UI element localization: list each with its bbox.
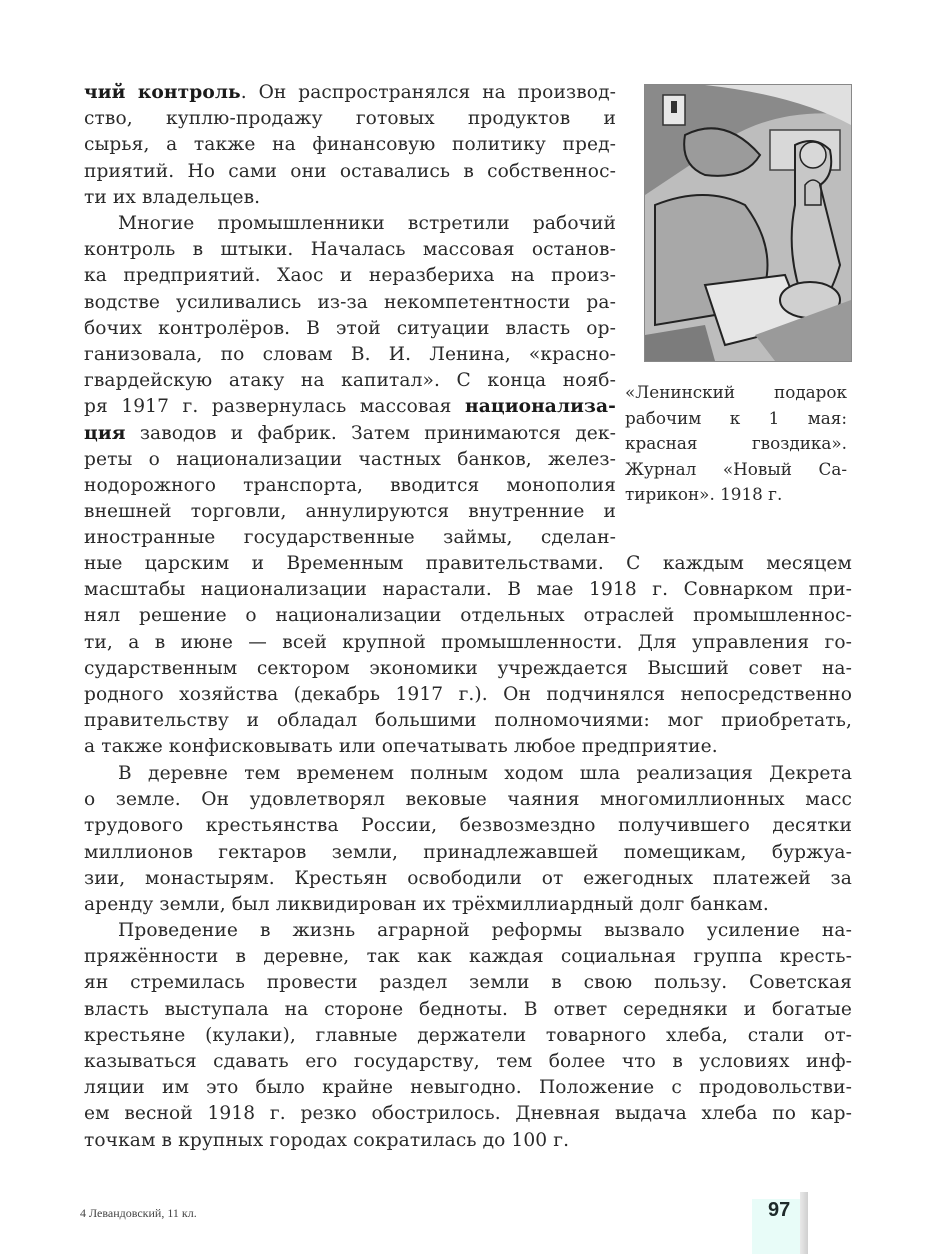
text-run: . Он распространялся на производ- [240,82,616,103]
text-line [84,1023,852,1049]
text-line [84,159,616,185]
text-line [84,132,616,158]
paragraph-nationalization-continued [84,551,852,761]
text-run: приятий. Но сами они оставались в собственнос- [84,160,616,182]
bold-term: ция [84,422,126,444]
text-line [84,342,616,368]
caption-line: «Ленинский подарок [625,382,847,402]
text-run: контроль в штыки. Началась массовая останов- [84,239,616,261]
text-run: ем весной 1918 г. резко обострилось. Дневная выдача хлеба по кар- [84,1103,852,1125]
paragraph-land-decree [84,761,852,918]
text-line [84,970,852,996]
text-line [84,918,852,944]
text-run: власть выступала на стороне бедноты. В ответ середняки и богатые [84,998,852,1020]
text-line [84,603,852,629]
text-line [84,447,616,473]
text-run: иностранные государственные займы, сделан- [84,527,616,549]
text-line [84,525,616,551]
text-run: правительству и обладал большими полномочиями: мог приобретать, [84,710,852,732]
text-run: ян стремилась провести раздел земли в свою пользу. Советская [84,972,852,994]
text-run: родного хозяйства (декабрь 1917 г.). Он подчинялся непосредственно [84,683,852,705]
caption-line: тирикон». 1918 г. [625,484,783,504]
text-run: водстве усиливались из-за некомпетентности ра- [84,291,616,313]
text-line [84,734,852,760]
text-line [84,368,616,394]
text-line [84,185,616,211]
caricature-illustration [644,84,852,362]
bold-term: национализа- [465,396,616,418]
text-run: крестьяне (кулаки), главные держатели товарного хлеба, стали от- [84,1024,852,1046]
caption-line: Журнал «Новый Са- [625,458,847,479]
text-line [84,787,852,813]
text-run: ные царским и Временным правительствами. С каждым месяцем [84,553,852,574]
text-line [84,708,852,734]
text-line [84,892,852,918]
text-line [84,577,852,603]
text-run: ство, куплю-продажу готовых продуктов и [84,108,616,130]
text-run: сударственным сектором экономики учреждается Высший совет на- [84,657,852,679]
text-line [84,630,852,656]
text-run: сырья, а также на финансовую политику пред- [84,134,616,156]
text-line [84,211,616,237]
text-run: а также конфисковывать или опечатывать любое предприятие. [84,736,718,758]
text-line [84,316,616,342]
text-line [84,1101,852,1127]
text-line [84,944,852,970]
text-run: бочих контролёров. В этой ситуации власть ор- [84,317,616,339]
text-line [84,499,616,525]
text-run: В деревне тем временем полным ходом шла реализация Декрета [118,763,852,784]
paragraph-nationalization [84,211,616,551]
text-run: нял решение о национализации отдельных отраслей промышленнос- [84,605,852,627]
text-line [84,656,852,682]
caption-line: рабочим к 1 мая: [625,407,847,428]
text-run: Проведение в жизнь аграрной реформы вызвало усиление на- [118,920,852,941]
text-line [84,106,616,132]
text-run: зии, монастырям. Крестьян освободили от ежегодных платежей за [84,867,852,889]
caricature-image-icon [645,85,851,361]
text-line [84,761,852,787]
text-line [84,682,852,708]
text-run: точкам в крупных городах сократилась до 100 г. [84,1129,570,1151]
text-run: масштабы национализации нарастали. В мае 1918 г. Совнарком при- [84,579,852,601]
text-line [84,997,852,1023]
text-run: ка предприятий. Хаос и неразбериха на произ- [84,265,616,287]
bold-term: чий контроль [84,82,241,103]
text-run: ганизовала, по словам В. И. Ленина, «красно- [84,343,616,365]
text-line [84,290,616,316]
text-line [84,80,616,106]
text-run: казываться сдавать его государству, тем более что в условиях инф- [84,1050,852,1072]
text-run: реты о национализации частных банков, желез- [84,448,616,470]
text-run: ляции им это было крайне невыгодно. Положение с продовольстви- [84,1077,852,1099]
text-line [84,840,852,866]
paragraph-agrarian-reform [84,918,852,1154]
text-run: пряжённости в деревне, так как каждая социальная группа кресть- [84,946,852,968]
text-line [84,866,852,892]
text-line [84,1049,852,1075]
text-line [84,263,616,289]
text-line [84,421,616,447]
text-run: аренду земли, был ликвидирован их трёхмиллиардный долг банкам. [84,893,769,915]
text-run: гвардейскую атаку на капитал». С конца нояб- [84,370,616,392]
figure-caption [625,380,847,508]
text-run: внешней торговли, аннулируются внутренние и [84,501,616,523]
text-line [84,1075,852,1101]
text-line [84,1128,852,1154]
page-edge-stripe [800,1192,808,1254]
text-line [84,551,852,577]
text-line [84,473,616,499]
text-run: нодорожного транспорта, вводится монополия [84,474,616,496]
text-line [84,237,616,263]
signature-mark: 4 Левандовский, 11 кл. [80,1206,197,1220]
text-run: о земле. Он удовлетворял вековые чаяния многомиллионных масс [84,789,852,811]
page-number: 97 [768,1199,791,1221]
text-run: ря 1917 г. развернулась массовая [84,396,466,418]
text-run: ти их владельцев. [84,186,261,208]
paragraph-workers-control [84,80,616,211]
text-line [84,813,852,839]
text-run: заводов и фабрик. Затем принимаются дек- [125,422,616,444]
caption-line: красная гвоздика». [625,433,847,453]
text-run: трудового крестьянства России, безвозмездно получившего десятки [84,815,852,837]
text-run: миллионов гектаров земли, принадлежавшей помещикам, буржуа- [84,841,852,863]
text-line [84,394,616,420]
text-run: ти, а в июне — всей крупной промышленности. Для управления го- [84,631,852,653]
text-run: Многие промышленники встретили рабочий [118,213,616,234]
